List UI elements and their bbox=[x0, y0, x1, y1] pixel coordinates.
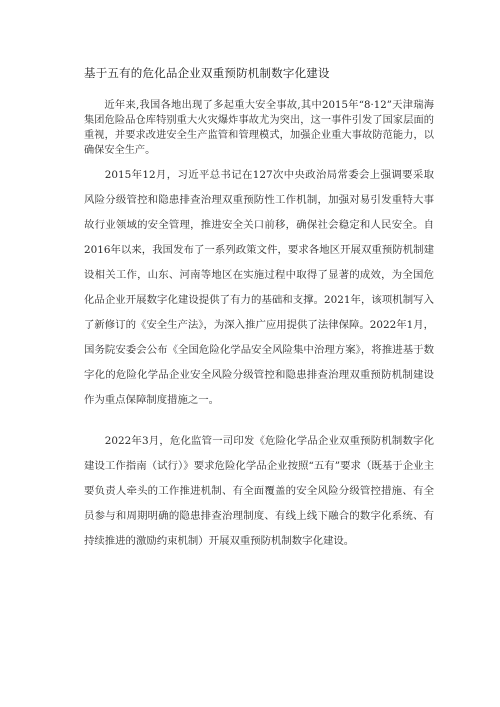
paragraph-policy-history: 2015年12月，习近平总书记在127次中央政治局常委会上强调要采取风险分级管控和隐患排查治理双重预防性工作机制，加强对易引发重特大事故行业领域的安全管理，推进安全关口前移，确保社会稳定和人民安全。自2016年以来，我国发布了一系列政策文件，要求各地区开展双重预防机制建设相关工作，山东、河南等地区在实施过程中取得了显著的成效，为全国危化品企业开展数字化建设提供了有力的基础和支撑。2021年，该项机制写入了新修订的《安全生产法》，为深入推广应用提供了法律保障。2022年1月，国务院安委会公布《全国危险化学品安全风险集中治理方案》，将推进基于数字化的危险化学品企业安全风险分级管控和隐患排查治理双重预防机制建设作为重点保障制度措施之一。 bbox=[84, 169, 434, 406]
document-title: 基于五有的危化品企业双重预防机制数字化建设 bbox=[84, 66, 330, 80]
paragraph-five-requirements: 2022年3月，危化监管一司印发《危险化学品企业双重预防机制数字化建设工作指南（试行）》要求危险化学品企业按照“五有”要求（既基于企业主要负责人牵头的工作推进机制、有全面覆盖的安全风险分级管控措施、有全员参与和周期明确的隐患排查治理制度、有线上线下融合的数字化系统、有持续推进的激励约束机制）开展双重预防机制数字化建设。 bbox=[84, 435, 434, 547]
paragraph-background: 近年来,我国各地出现了多起重大安全事故,其中2015年“8·12”天津瑞海集团危险品仓库特别重大火灾爆炸事故尤为突出，这一事件引发了国家层面的重视，并要求改进安全生产监管和管理模式，加强企业重大事故防范能力，以确保安全生产。 bbox=[84, 100, 434, 156]
